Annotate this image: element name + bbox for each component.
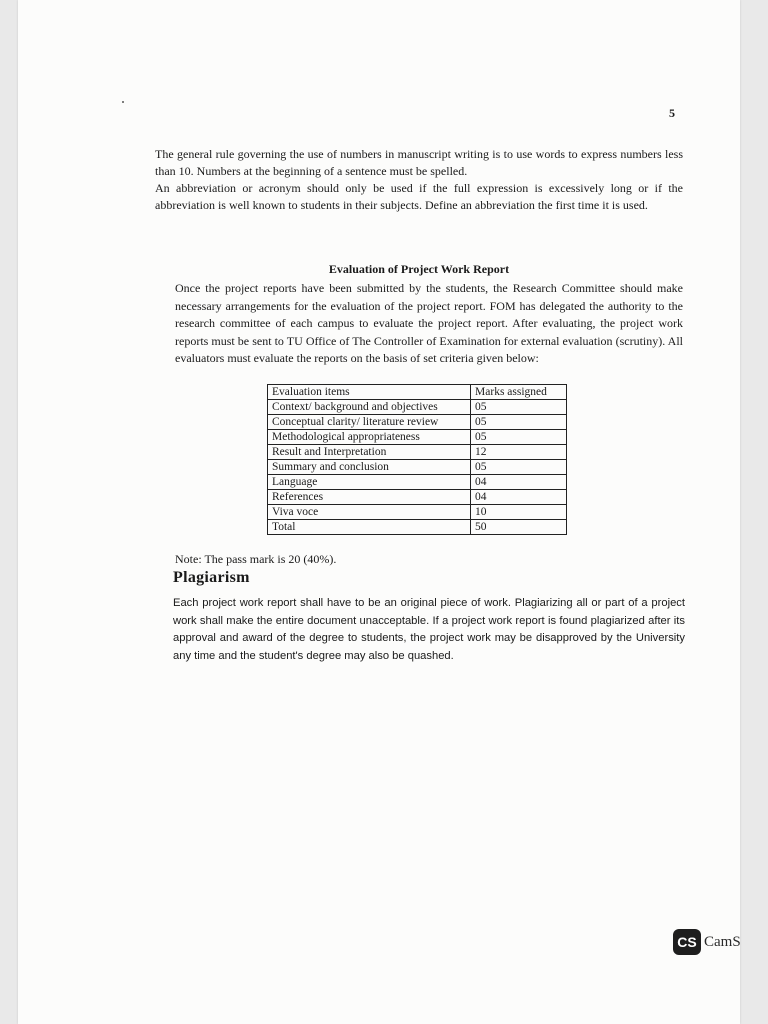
evaluation-table bbox=[267, 384, 567, 535]
table-header-row bbox=[268, 385, 567, 400]
table-header-items: Evaluation items bbox=[268, 385, 471, 400]
table-row bbox=[268, 460, 567, 475]
evaluation-item: References bbox=[268, 490, 471, 505]
abbreviation-paragraph: An abbreviation or acronym should only be used if the full expression is excessively long or if the abbreviation is well known to students in their subjects. Define an abbreviation the first time it is used. bbox=[155, 181, 683, 212]
marks-value: 05 bbox=[471, 415, 567, 430]
marks-value: 10 bbox=[471, 505, 567, 520]
plagiarism-paragraph: Each project work report shall have to be an original piece of work. Plagiarizing all or part of a project work shall make the entire document unacceptable. If a project work report is found plagiarized after its approval and award of the degree to students, the project work may be disapproved by the University any time and the student's degree may also be quashed. bbox=[173, 597, 685, 662]
page-number: 5 bbox=[669, 106, 675, 120]
pass-mark-note: Note: The pass mark is 20 (40%). bbox=[175, 552, 337, 566]
table-header-marks: Marks assigned bbox=[471, 385, 567, 400]
total-value: 50 bbox=[471, 520, 567, 535]
table-row bbox=[268, 430, 567, 445]
document-page bbox=[18, 0, 740, 1024]
table-row bbox=[268, 400, 567, 415]
evaluation-heading: Evaluation of Project Work Report bbox=[328, 262, 510, 276]
evaluation-item: Context/ background and objectives bbox=[268, 400, 471, 415]
marks-value: 04 bbox=[471, 490, 567, 505]
evaluation-item: Language bbox=[268, 475, 471, 490]
marks-value: 05 bbox=[471, 430, 567, 445]
marks-value: 05 bbox=[471, 460, 567, 475]
evaluation-item: Methodological appropriateness bbox=[268, 430, 471, 445]
evaluation-item: Summary and conclusion bbox=[268, 460, 471, 475]
table-row bbox=[268, 415, 567, 430]
table-row bbox=[268, 490, 567, 505]
table-total-row bbox=[268, 520, 567, 535]
marks-value: 04 bbox=[471, 475, 567, 490]
evaluation-item: Conceptual clarity/ literature review bbox=[268, 415, 471, 430]
evaluation-item: Result and Interpretation bbox=[268, 445, 471, 460]
marks-value: 12 bbox=[471, 445, 567, 460]
table-row bbox=[268, 505, 567, 520]
scan-speck bbox=[122, 101, 124, 103]
table-row bbox=[268, 445, 567, 460]
total-label: Total bbox=[268, 520, 471, 535]
marks-value: 05 bbox=[471, 400, 567, 415]
camscanner-text: CamS bbox=[704, 933, 741, 950]
evaluation-paragraph: Once the project reports have been submitted by the students, the Research Committee should make necessary arrangements for the evaluation of the project report. FOM has delegated the authority to the research committee of each campus to evaluate the project report. After evaluating, the project work reports must be sent to TU Office of The Controller of Examination for external evaluation (scrutiny). All evaluators must evaluate the reports on the basis of set criteria given below: bbox=[175, 281, 683, 365]
numbers-paragraph: The general rule governing the use of numbers in manuscript writing is to use words to express numbers less than 10. Numbers at the beginning of a sentence must be spelled. bbox=[155, 147, 683, 178]
evaluation-item: Viva voce bbox=[268, 505, 471, 520]
table-row bbox=[268, 475, 567, 490]
plagiarism-heading: Plagiarism bbox=[173, 569, 250, 586]
camscanner-logo-icon: CS bbox=[673, 929, 701, 955]
camscanner-watermark bbox=[673, 929, 741, 955]
